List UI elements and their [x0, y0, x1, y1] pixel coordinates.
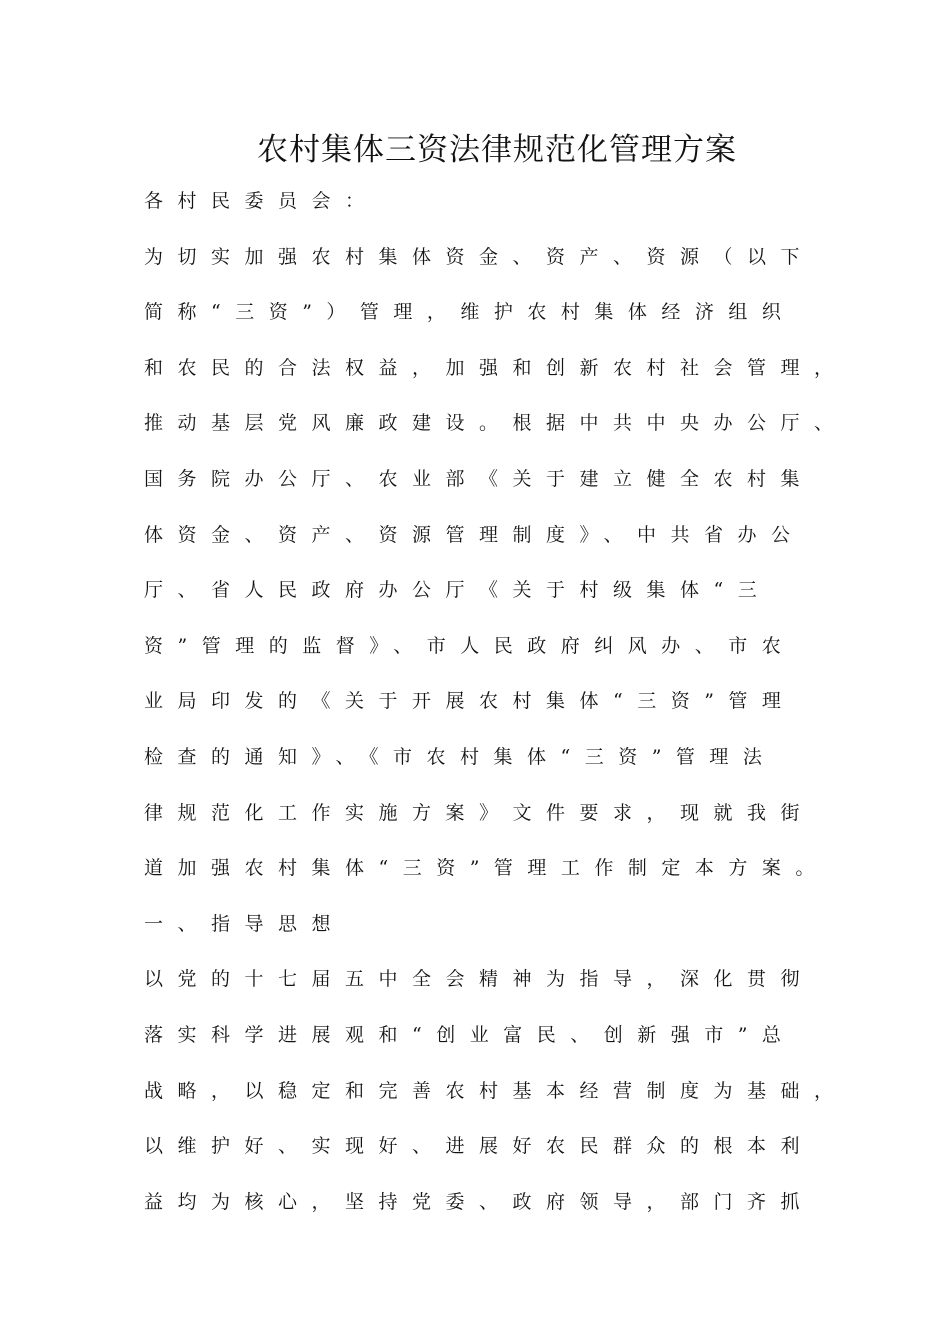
paragraph-line: 以维护好、实现好、进展好农民群众的根本利: [144, 1135, 815, 1158]
paragraph-line: 检查的通知》、《市农村集体“三资”管理法: [144, 745, 777, 768]
paragraph-line: 落实科学进展观和“创业富民、创新强市”总: [144, 1023, 796, 1046]
document-title: 农村集体三资法律规范化管理方案: [257, 132, 737, 168]
paragraph-line: 厅、省人民政府办公厅《关于村级集体“三: [144, 579, 772, 602]
salutation-line: 各村民委员会：: [144, 190, 379, 212]
paragraph-line: 国务院办公厅、农业部《关于建立健全农村集: [144, 467, 815, 490]
paragraph-line: 推动基层党风廉政建设。根据中共中央办公厅、: [144, 412, 848, 435]
paragraph-line: 和农民的合法权益，加强和创新农村社会管理，: [144, 356, 848, 379]
paragraph-line: 战略，以稳定和完善农村基本经营制度为基础，: [144, 1079, 848, 1102]
paragraph-line: 业局印发的《关于开展农村集体“三资”管理: [144, 690, 796, 713]
paragraph-line: 益均为核心，坚持党委、政府领导，部门齐抓: [144, 1190, 815, 1213]
paragraph-line: 以党的十七届五中全会精神为指导，深化贯彻: [144, 968, 815, 991]
paragraph-line: 为切实加强农村集体资金、资产、资源（以下: [144, 245, 815, 268]
document-body: [144, 186, 848, 1242]
paragraph-line: 简称“三资”）管理，维护农村集体经济组织: [144, 301, 796, 324]
paragraph-line: 律规范化工作实施方案》文件要求，现就我街: [144, 801, 815, 824]
paragraph-line: 资”管理的监督》、市人民政府纠风办、市农: [144, 634, 796, 657]
paragraph-line: 体资金、资产、资源管理制度》、中共省办公: [144, 523, 805, 546]
section-heading: 一、指导思想: [144, 912, 346, 935]
paragraph-line: 道加强农村集体“三资”管理工作制定本方案。: [144, 857, 829, 880]
